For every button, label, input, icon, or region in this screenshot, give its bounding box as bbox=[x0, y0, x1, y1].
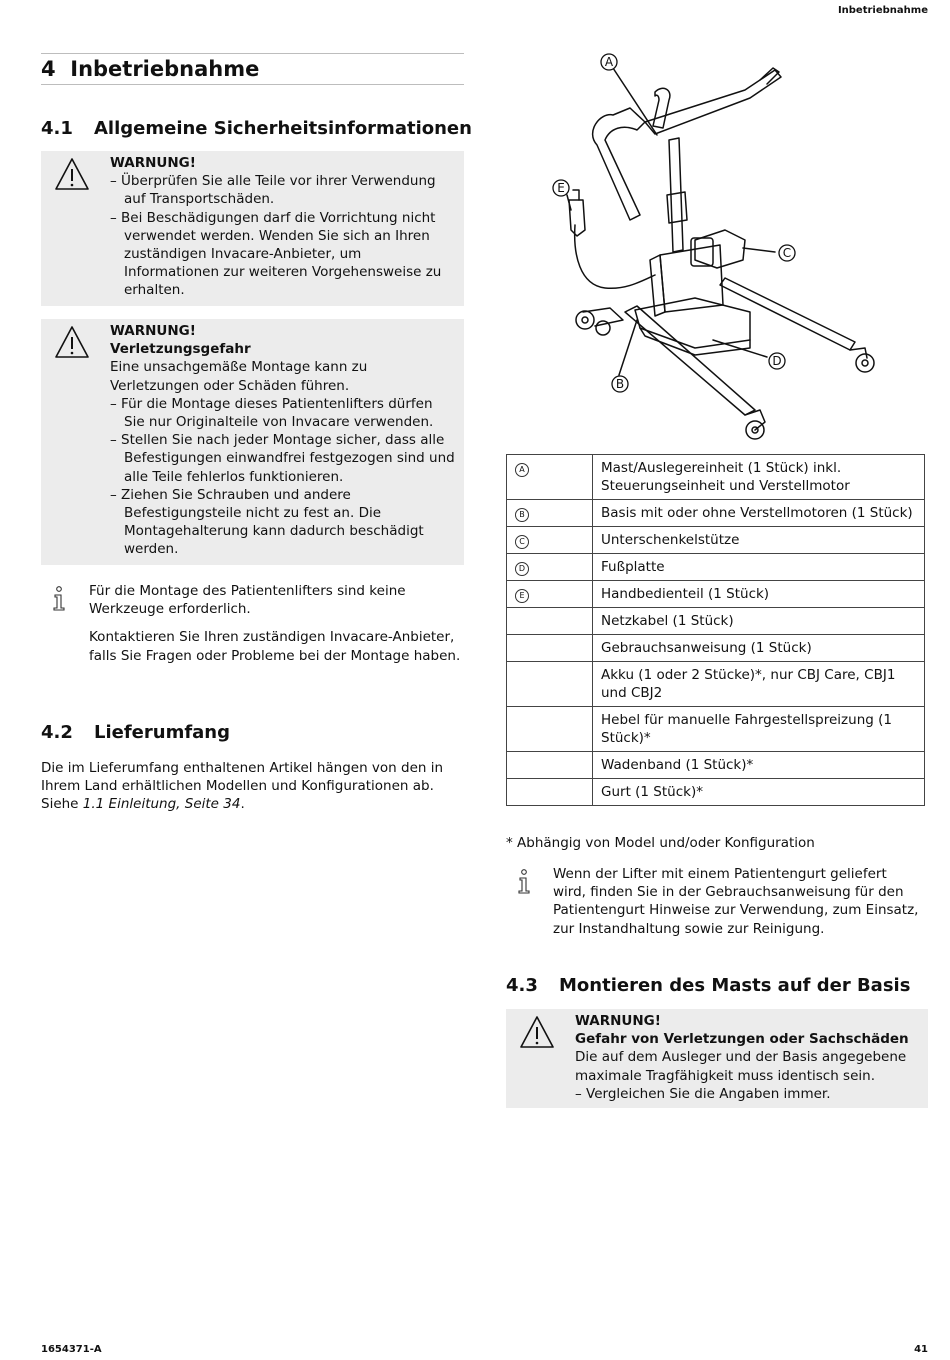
callout-a-label: A bbox=[604, 55, 614, 69]
table-row bbox=[507, 500, 925, 527]
section-4-1-number: 4.1 bbox=[41, 118, 73, 139]
warning-2-subtitle: Verletzungsgefahr bbox=[110, 341, 251, 358]
callout-e-label: E bbox=[557, 181, 565, 195]
parts-footnote: * Abhängig von Model und/oder Konfiguration bbox=[506, 835, 815, 851]
cross-reference-link[interactable]: 1.1 Einleitung, Seite 34 bbox=[82, 796, 241, 813]
warning-3-item: – Vergleichen Sie die Angaben immer. bbox=[575, 1085, 831, 1102]
parts-table-body bbox=[507, 455, 925, 806]
running-head: Inbetriebnahme bbox=[837, 5, 928, 16]
warning-2-label: WARNUNG! bbox=[110, 323, 196, 339]
part-key-cell bbox=[507, 779, 593, 806]
table-row bbox=[507, 527, 925, 554]
part-key-badge: A bbox=[515, 463, 529, 477]
part-description-cell: Mast/Auslegereinheit (1 Stück) inkl. Steuerungseinheit und Verstellmotor bbox=[593, 455, 925, 500]
section-4-1-title bbox=[41, 118, 472, 139]
table-row bbox=[507, 581, 925, 608]
warning-triangle-icon bbox=[54, 157, 90, 191]
part-description-cell: Handbedienteil (1 Stück) bbox=[593, 581, 925, 608]
parts-table bbox=[506, 454, 925, 806]
part-key-cell bbox=[507, 527, 593, 554]
part-key-cell bbox=[507, 455, 593, 500]
table-row bbox=[507, 608, 925, 635]
part-key-cell bbox=[507, 662, 593, 707]
table-row bbox=[507, 779, 925, 806]
section-4-2-body: Die im Lieferumfang enthaltenen Artikel hängen von den in Ihrem Land erhältlichen Modellen und Konfigurationen ab. Siehe bbox=[41, 760, 444, 813]
chapter-number: 4 bbox=[41, 57, 56, 81]
warning-box-2 bbox=[41, 319, 464, 565]
footer-page-number: 41 bbox=[914, 1344, 928, 1355]
warning-2-text: Eine unsachgemäße Montage kann zu Verletzungen oder Schäden führen. bbox=[110, 359, 368, 394]
chapter-title bbox=[41, 57, 259, 81]
info-note-1-p1: Für die Montage des Patientenlifters sind keine Werkzeuge erforderlich. bbox=[89, 583, 406, 618]
section-4-1-title-text: Allgemeine Sicherheitsinformationen bbox=[94, 118, 472, 139]
warning-2-item-3: – Ziehen Sie Schrauben und andere Befestigungsteile nicht zu fest an. Die Montagehalterung kann dadurch beschädigt werden. bbox=[110, 486, 424, 558]
warning-box-1 bbox=[41, 151, 464, 306]
table-row bbox=[507, 635, 925, 662]
table-row bbox=[507, 707, 925, 752]
info-note-1 bbox=[89, 582, 461, 675]
warning-1-label: WARNUNG! bbox=[110, 155, 196, 171]
warning-triangle-icon bbox=[519, 1015, 555, 1049]
section-4-2-text bbox=[41, 759, 461, 814]
part-description-cell: Fußplatte bbox=[593, 554, 925, 581]
section-4-2-title bbox=[41, 722, 230, 743]
section-4-3-title-text: Montieren des Masts auf der Basis bbox=[559, 975, 911, 996]
table-row bbox=[507, 554, 925, 581]
chapter-title-text: Inbetriebnahme bbox=[70, 57, 260, 81]
table-row bbox=[507, 455, 925, 500]
part-description-cell: Unterschenkelstütze bbox=[593, 527, 925, 554]
section-4-3-number: 4.3 bbox=[506, 975, 538, 996]
section-4-2-title-text: Lieferumfang bbox=[94, 722, 231, 743]
part-key-cell bbox=[507, 707, 593, 752]
info-note-2: Wenn der Lifter mit einem Patientengurt geliefert wird, finden Sie in der Gebrauchsanweisung für den Patientengurt Hinweise zur Verwendung, zum Einsatz, zur Instandhaltung sowie zur Reinigung. bbox=[553, 866, 919, 937]
part-key-cell bbox=[507, 608, 593, 635]
part-key-badge: E bbox=[515, 589, 529, 603]
part-description-cell: Hebel für manuelle Fahrgestellspreizung (1 Stück)* bbox=[593, 707, 925, 752]
table-row bbox=[507, 752, 925, 779]
chapter-rule-bottom bbox=[41, 84, 464, 85]
part-description-cell: Basis mit oder ohne Verstellmotoren (1 Stück) bbox=[593, 500, 925, 527]
footer-doc-number: 1654371-A bbox=[41, 1344, 102, 1355]
part-key-cell bbox=[507, 635, 593, 662]
patient-lifter-illustration bbox=[545, 50, 895, 445]
section-4-3-title bbox=[506, 975, 910, 996]
warning-3-text: Die auf dem Ausleger und der Basis angegebene maximale Tragfähigkeit muss identisch sein. bbox=[575, 1049, 907, 1084]
part-key-cell bbox=[507, 752, 593, 779]
callout-c-label: C bbox=[782, 246, 792, 260]
part-description-cell: Gurt (1 Stück)* bbox=[593, 779, 925, 806]
section-4-2-number: 4.2 bbox=[41, 722, 73, 743]
chapter-rule-top bbox=[41, 53, 464, 54]
part-description-cell: Gebrauchsanweisung (1 Stück) bbox=[593, 635, 925, 662]
warning-box-3 bbox=[506, 1009, 928, 1108]
info-icon bbox=[517, 869, 531, 895]
warning-2-item-1: – Für die Montage dieses Patientenlifters dürfen Sie nur Originalteile von Invacare verwenden. bbox=[110, 395, 434, 431]
warning-3-label: WARNUNG! bbox=[575, 1013, 661, 1029]
part-key-cell bbox=[507, 581, 593, 608]
part-key-cell bbox=[507, 554, 593, 581]
part-description-cell: Netzkabel (1 Stück) bbox=[593, 608, 925, 635]
warning-triangle-icon bbox=[54, 325, 90, 359]
part-key-cell bbox=[507, 500, 593, 527]
part-key-badge: C bbox=[515, 535, 529, 549]
warning-1-item-2: – Bei Beschädigungen darf die Vorrichtung nicht verwendet werden. Wenden Sie sich an Ihren zuständigen Invacare-Anbieter, um Informationen zur weiteren Vorgehensweise zu erhalten. bbox=[110, 209, 442, 299]
part-description-cell: Akku (1 oder 2 Stücke)*, nur CBJ Care, CBJ1 und CBJ2 bbox=[593, 662, 925, 707]
section-4-2-end: . bbox=[240, 796, 245, 813]
info-note-1-p2: Kontaktieren Sie Ihren zuständigen Invacare-Anbieter, falls Sie Fragen oder Probleme bei der Montage haben. bbox=[89, 629, 461, 664]
callout-b-label: B bbox=[615, 377, 625, 391]
warning-1-item-1: – Überprüfen Sie alle Teile vor ihrer Verwendung auf Transportschäden. bbox=[110, 173, 436, 208]
part-key-badge: B bbox=[515, 508, 529, 522]
warning-3-subtitle: Gefahr von Verletzungen oder Sachschäden bbox=[575, 1031, 909, 1048]
part-key-badge: D bbox=[515, 562, 529, 576]
part-description-cell: Wadenband (1 Stück)* bbox=[593, 752, 925, 779]
info-icon bbox=[52, 586, 66, 612]
callout-d-label: D bbox=[772, 354, 782, 368]
warning-2-item-2: – Stellen Sie nach jeder Montage sicher, dass alle Befestigungen einwandfrei festgezogen sind und alle Teile fehlerlos funktionieren. bbox=[110, 432, 455, 485]
table-row bbox=[507, 662, 925, 707]
